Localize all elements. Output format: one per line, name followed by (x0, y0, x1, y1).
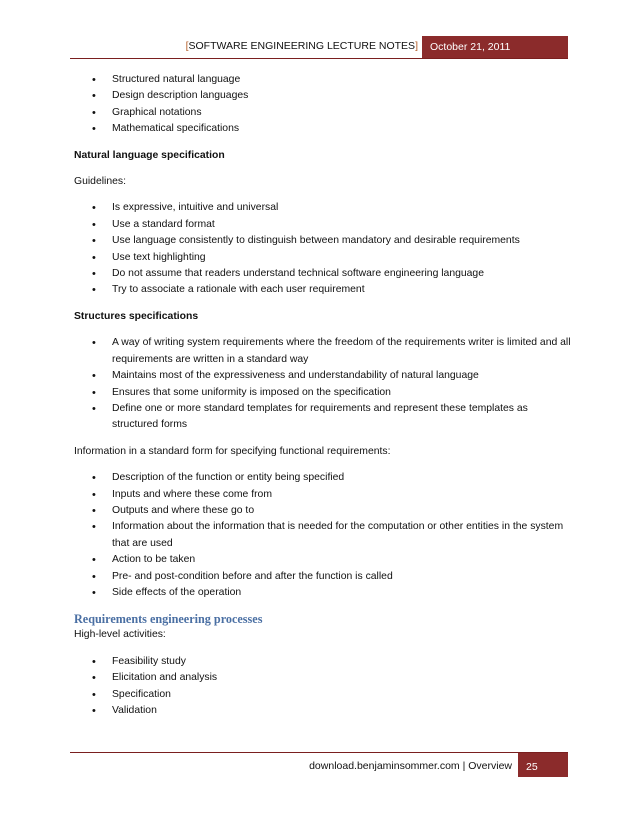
list-item: • Is expressive, intuitive and universal (112, 200, 574, 216)
list-item: • Action to be taken (112, 552, 574, 568)
info-label: Information in a standard form for specifying functional requirements: (74, 445, 391, 457)
list-item: • Try to associate a rationale with each user requirement (112, 282, 574, 298)
page-footer (70, 752, 568, 777)
list-item: • Feasibility study (112, 654, 574, 670)
list-item: • Side effects of the operation (112, 585, 574, 601)
spec-notation-list (74, 72, 574, 138)
header-bracket-open: [ (185, 40, 189, 52)
list-item: • Structured natural language (112, 72, 574, 88)
header-title-text: SOFTWARE ENGINEERING LECTURE NOTES (188, 40, 416, 52)
info-list (74, 470, 574, 601)
list-item: • Use a standard format (112, 217, 574, 233)
list-item: • Pre- and post-condition before and after the function is called (112, 569, 574, 585)
list-item: • Description of the function or entity being specified (112, 470, 574, 486)
list-item: • A way of writing system requirements where the freedom of the requirements writer is limited and all requirements are written in a standard way (112, 335, 574, 368)
natural-language-heading: Natural language specification (74, 149, 225, 161)
list-item: • Do not assume that readers understand technical software engineering language (112, 266, 574, 282)
list-item: • Outputs and where these go to (112, 503, 574, 519)
list-item: • Use text highlighting (112, 250, 574, 266)
list-item: • Information about the information that is needed for the computation or other entities in the system that are used (112, 519, 574, 552)
processes-heading: Requirements engineering processes (74, 612, 263, 627)
guidelines-list (74, 200, 574, 298)
list-item: • Elicitation and analysis (112, 670, 574, 686)
page-header (70, 36, 568, 59)
list-item: • Specification (112, 687, 574, 703)
activities-list (74, 654, 574, 720)
list-item: • Define one or more standard templates for requirements and represent these templates as structured forms (112, 401, 574, 434)
list-item: • Use language consistently to distinguish between mandatory and desirable requirements (112, 233, 574, 249)
header-date: October 21, 2011 (422, 36, 568, 58)
page-content (74, 72, 574, 719)
page-number: 25 (518, 753, 568, 777)
header-bracket-close: ] (415, 40, 418, 52)
header-title (186, 40, 418, 52)
high-level-label: High-level activities: (74, 629, 166, 641)
guidelines-label: Guidelines: (74, 176, 126, 188)
list-item: • Mathematical specifications (112, 121, 574, 137)
list-item: • Design description languages (112, 88, 574, 104)
footer-link: download.benjaminsommer.com | Overview (309, 760, 512, 772)
structures-list (74, 335, 574, 433)
structures-heading: Structures specifications (74, 310, 199, 322)
list-item: • Graphical notations (112, 105, 574, 121)
list-item: • Ensures that some uniformity is imposed on the specification (112, 385, 574, 401)
list-item: • Inputs and where these come from (112, 487, 574, 503)
list-item: • Validation (112, 703, 574, 719)
list-item: • Maintains most of the expressiveness and understandability of natural language (112, 368, 574, 384)
